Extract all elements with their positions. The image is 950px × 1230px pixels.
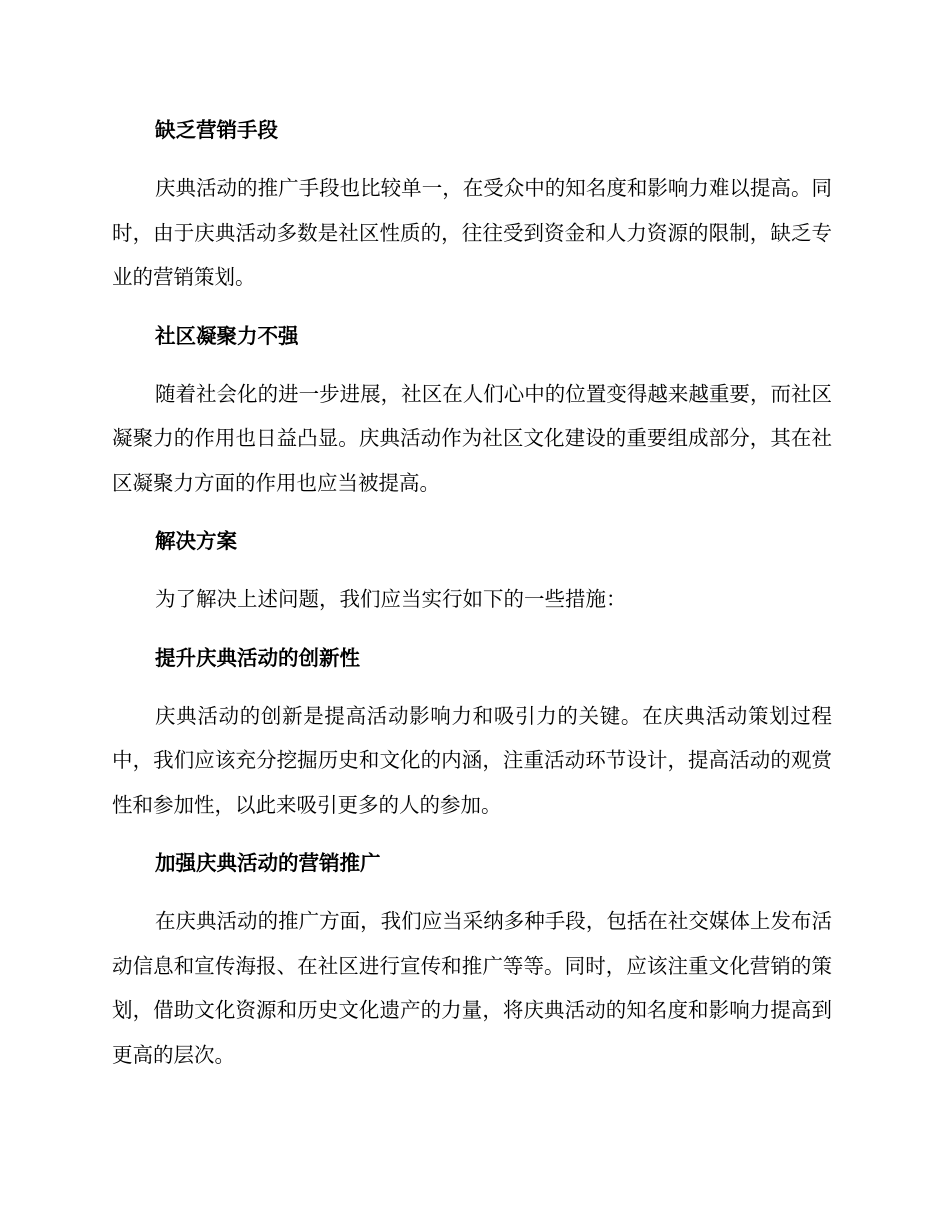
- section-heading-innovation: 提升庆典活动的创新性: [155, 645, 360, 670]
- section-paragraph-community-cohesion: 随着社会化的进一步进展，社区在人们心中的位置变得越来越重要，而社区凝聚力的作用也日益凸显。庆典活动作为社区文化建设的重要组成部分，其在社区凝聚力方面的作用也应当被提高。: [112, 381, 832, 495]
- section-paragraph-marketing-lack: 庆典活动的推广手段也比较单一，在受众中的知名度和影响力难以提高。同时，由于庆典活动多数是社区性质的，往往受到资金和人力资源的限制，缺乏专业的营销策划。: [112, 176, 832, 289]
- section-heading-marketing-lack: 缺乏营销手段: [155, 118, 278, 142]
- section-heading-solutions: 解决方案: [155, 529, 237, 553]
- section-paragraph-solutions: 为了解决上述问题，我们应当实行如下的一些措施：: [155, 587, 627, 611]
- document-page: [112, 108, 832, 1091]
- section-paragraph-promotion: 在庆典活动的推广方面，我们应当采纳多种手段，包括在社交媒体上发布活动信息和宣传海报、在社区进行宣传和推广等等。同时，应该注重文化营销的策划，借助文化资源和历史文化遗产的力量，将庆典活动的知名度和影响力提高到更高的层次。: [112, 909, 832, 1067]
- section-paragraph-innovation: 庆典活动的创新是提高活动影响力和吸引力的关键。在庆典活动策划过程中，我们应该充分挖掘历史和文化的内涵，注重活动环节设计，提高活动的观赏性和参加性，以此来吸引更多的人的参加。: [112, 703, 832, 817]
- section-heading-community-cohesion: 社区凝聚力不强: [155, 323, 299, 348]
- section-heading-promotion: 加强庆典活动的营销推广: [155, 851, 381, 875]
